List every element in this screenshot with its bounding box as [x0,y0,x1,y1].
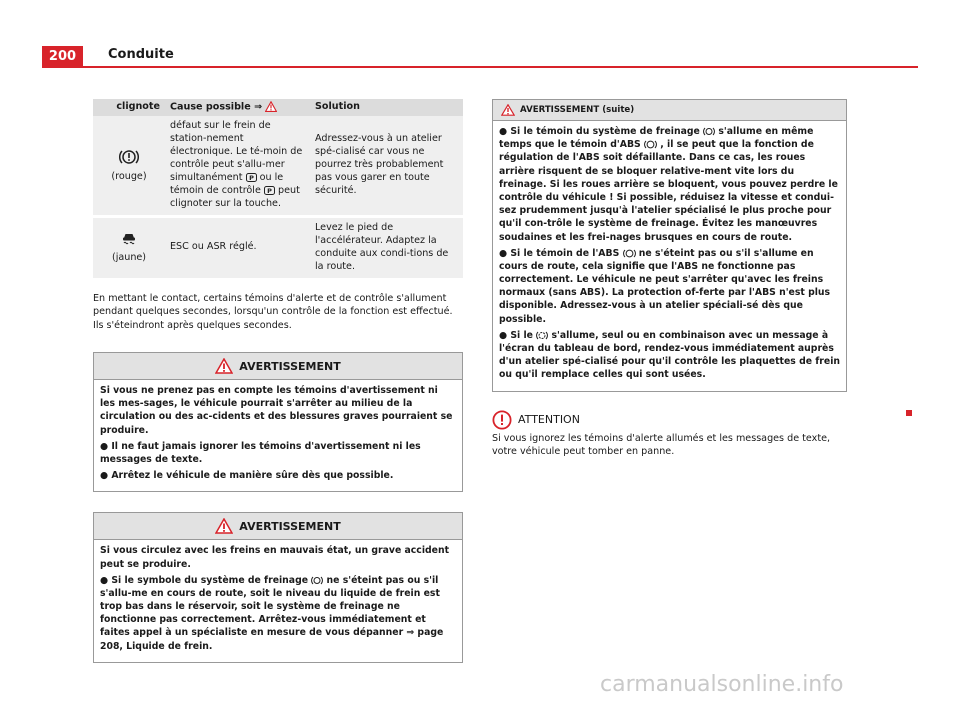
warning-box-2 [93,512,463,663]
parking-brake-icon [264,186,275,195]
solution-cell: Adressez-vous à un atelier spé-cialisé car vous ne pourrez très probablement pas vous garer en toute sécurité. [310,116,463,216]
attention-text: Si vous ignorez les témoins d'alerte allumés et les messages de texte, votre véhicule peut tomber en panne. [492,432,831,457]
warning-body [94,380,462,491]
warning-lamp-table [93,99,463,278]
parking-brake-icon [246,173,257,182]
section-end-marker [906,410,912,416]
left-column [93,99,463,663]
warning-triangle-icon [215,358,233,374]
section-title: Conduite [108,47,174,62]
attention-title: ATTENTION [518,413,580,427]
abs-icon [644,140,657,149]
warning-text: Si vous circulez avec les freins en mauvais état, un grave accident peut se produire. [100,545,450,570]
solution-cell: Levez le pied de l'accélérateur. Adaptez la conduite aux condi-tions de la route. [310,217,463,278]
warning-bullet: ● Si le symbole du système de freinage ne s'éteint pas ou s'il s'allu-me en cours de route, soit le niveau du liquide de frein est trop bas dans le réservoir, soit le système de freinage ne fonctionne pas correctement. Arrêtez-vous immédiatement et faites appel à un spécialiste en mesure de vous dépanner ⇒ page 208, Liquide de frein. [100,574,444,652]
watermark: carmanualsonline.info [600,672,844,697]
lamp-caption-red: (rouge) [111,170,147,182]
lamp-cell [93,116,165,216]
brake-system-icon [311,576,323,585]
warning-box-continued [492,99,847,392]
esc-skid-icon [120,231,138,247]
page-number: 200 [42,46,83,66]
abs-icon [623,249,636,258]
warning-header [94,513,462,540]
warning-header [493,100,846,121]
table-header-row [93,99,463,116]
svg-text:P: P [267,186,272,195]
table-row [93,217,463,278]
attention-exclamation-icon [492,410,512,430]
warning-triangle-icon [265,101,277,112]
intro-paragraph: En mettant le contact, certains témoins d'alerte et de contrôle s'allument pendant quelques secondes, lorsqu'un contrôle de la fonction est effectué. Ils s'éteindront après quelques secondes. [93,292,453,331]
warning-bullet: ● Si le témoin du système de freinage s'allume en même temps que le témoin d'ABS , il se peut que la fonction de régulation de l'ABS soit défaillante. Dans ce cas, les roues arrière risquent de se bloquer relative-ment vite lors du freinage. Si les roues arrière se bloquent, vous pouvez perdre le contrôle du véhicule ! Si possible, réduisez la vitesse et condui-sez prudemment jusqu'à l'atelier spécialisé le plus proche pour qu'il con-trôle le système de freinage. Évitez les manœuvres soudaines et les frei-nages brusques en cours de route. [499,126,838,243]
warning-bullet: ● Si le s'allume, seul ou en combinaison avec un message à l'écran du tableau de bord, rendez-vous immédiatement auprès d'un atelier spé-cialisé pour qu'il contrôle les plaquettes de frein ou qu'il remplace celles qui sont usées. [499,329,841,381]
warning-title: AVERTISSEMENT [239,359,341,373]
warning-header [94,353,462,380]
warning-body [493,121,846,391]
col-header-solution: Solution [310,99,463,116]
warning-triangle-icon [501,104,515,116]
right-column [492,99,847,458]
cause-cell: ESC ou ASR réglé. [165,217,310,278]
warning-body [94,540,462,662]
warning-bullet: ● Il ne faut jamais ignorer les témoins d'avertissement ni les messages de texte. [100,440,421,465]
warning-box-1 [93,352,463,492]
warning-triangle-icon [215,518,233,534]
warning-title: AVERTISSEMENT (suite) [520,105,635,115]
lamp-caption-yellow: (jaune) [111,251,147,263]
warning-title: AVERTISSEMENT [239,519,341,533]
brake-system-icon [703,127,715,136]
cause-cell: défaut sur le frein de station-nement électronique. Le té-moin de contrôle peut s'allu-mer simultanément P ou le témoin de contrôle P peut clignoter sur la touche. [165,116,310,216]
attention-header [492,410,847,430]
brake-warning-icon [119,148,139,166]
header-rule [42,66,918,68]
table-row [93,116,463,216]
warning-bullet: ● Arrêtez le véhicule de manière sûre dès que possible. [100,470,394,482]
attention-section [492,410,847,459]
warning-bullet: ● Si le témoin de l'ABS ne s'éteint pas ou s'il s'allume en cours de route, cela signifie que l'ABS ne fonctionne pas correctement. Le véhicule ne peut s'arrêter qu'avec les freins normaux (sans ABS). La protection of-ferte par l'ABS n'est plus disponible. Adressez-vous à un atelier spéciali-sé dès que possible. [499,247,831,325]
warning-text: Si vous ne prenez pas en compte les témoins d'avertissement ni les mes-sages, le véhicule pourrait s'arrêter au milieu de la circulation ou des ac-cidents et des blessures graves pourraient se produire. [100,385,453,436]
svg-text:P: P [248,173,254,182]
col-header-blinks: clignote [93,99,165,116]
brake-pad-wear-icon [536,331,548,340]
lamp-cell [93,217,165,278]
col-header-cause: Cause possible ⇒ [165,99,310,116]
